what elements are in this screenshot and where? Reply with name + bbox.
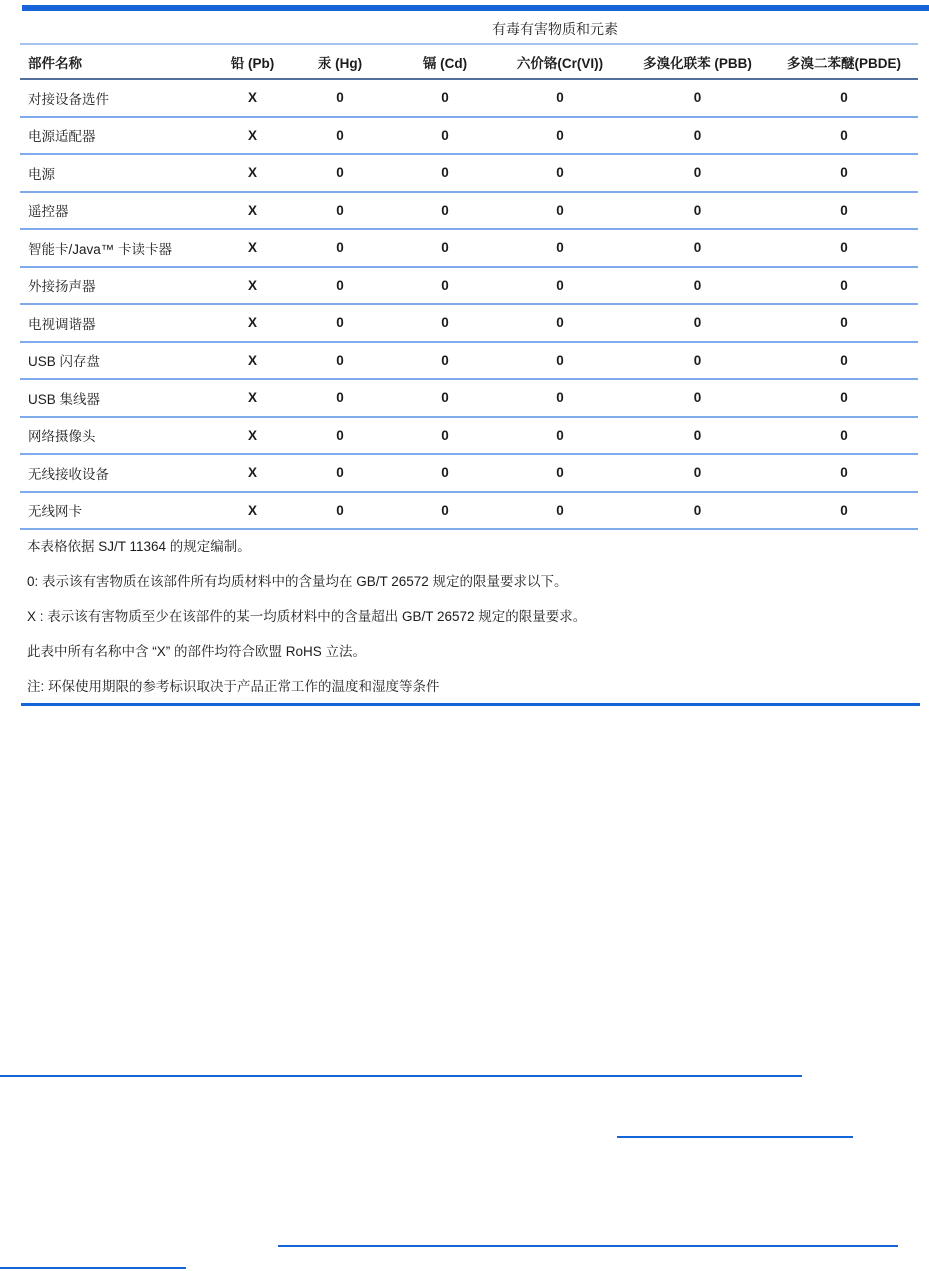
substance-value-cell: 0 (840, 240, 848, 256)
substance-value-cell: 0 (693, 502, 702, 518)
substance-value-cell: 0 (840, 352, 848, 368)
note-line: 此表中所有名称中含 “X” 的部件均符合欧盟 RoHS 立法。 (27, 644, 367, 659)
substance-value-cell: 0 (441, 127, 449, 143)
substance-value-cell: 0 (556, 90, 564, 106)
part-name-cell: USB 集线器 (28, 391, 101, 407)
substance-value-cell: 0 (336, 240, 344, 256)
substance-value-cell: X (247, 202, 257, 218)
table-row (20, 155, 918, 193)
substance-value-cell: 0 (441, 277, 449, 293)
substance-value-cell: X (247, 352, 257, 368)
part-name-cell: 电源 (28, 166, 55, 182)
column-header-pbde: 多溴二苯醚(PBDE) (787, 55, 901, 71)
table-row (20, 80, 918, 118)
substance-value-cell: 0 (693, 390, 702, 406)
substance-value-cell: 0 (441, 427, 449, 443)
table-row (20, 455, 918, 493)
substance-value-cell: 0 (336, 127, 344, 143)
table-row (20, 305, 918, 343)
substance-value-cell: 0 (840, 502, 848, 518)
substance-value-cell: 0 (336, 390, 344, 406)
table-row (20, 418, 918, 456)
footer-rule-4 (0, 1267, 186, 1269)
substance-value-cell: 0 (556, 202, 564, 218)
substance-value-cell: 0 (693, 427, 702, 443)
substance-value-cell: 0 (556, 390, 564, 406)
substance-value-cell: 0 (441, 240, 449, 256)
substances-table (20, 11, 918, 530)
section-bottom-rule (21, 703, 920, 706)
substance-value-cell: X (247, 465, 257, 481)
substance-value-cell: 0 (840, 390, 848, 406)
substance-value-cell: 0 (336, 465, 344, 481)
column-header-pbb: 多溴化联苯 (PBB) (643, 55, 752, 71)
substance-value-cell: X (247, 277, 257, 293)
substance-value-cell: 0 (336, 277, 344, 293)
substance-value-cell: X (247, 427, 257, 443)
substance-value-cell: 0 (840, 165, 848, 181)
substance-value-cell: 0 (693, 315, 702, 331)
substance-value-cell: X (247, 90, 257, 106)
note-line: 0: 表示该有害物质在该部件所有均质材料中的含量均在 GB/T 26572 规定的限量要求以下。 (27, 574, 568, 589)
footer-rule-3 (278, 1245, 898, 1247)
substance-value-cell: 0 (336, 352, 344, 368)
part-name-cell: 无线接收设备 (28, 466, 109, 482)
substance-value-cell: X (247, 240, 257, 256)
table-body (20, 80, 918, 530)
notes (27, 540, 907, 715)
substance-value-cell: 0 (441, 352, 449, 368)
substance-value-cell: 0 (840, 127, 848, 143)
substance-value-cell: 0 (693, 352, 702, 368)
part-name-cell: 遥控器 (28, 204, 69, 220)
part-name-cell: 电视调谐器 (28, 316, 96, 332)
substance-value-cell: 0 (336, 202, 344, 218)
substance-value-cell: 0 (556, 352, 564, 368)
substance-value-cell: X (247, 165, 257, 181)
substance-value-cell: 0 (336, 427, 344, 443)
column-header-row (20, 45, 918, 80)
substance-value-cell: 0 (840, 202, 848, 218)
substance-value-cell: 0 (556, 240, 564, 256)
substance-value-cell: X (247, 127, 257, 143)
substance-value-cell: 0 (693, 277, 702, 293)
substance-value-cell: 0 (556, 502, 564, 518)
table-row (20, 193, 918, 231)
substance-value-cell: 0 (693, 127, 702, 143)
substance-value-cell: 0 (441, 390, 449, 406)
table-row (20, 380, 918, 418)
column-header-lead: 铅 (Pb) (230, 55, 275, 71)
substance-value-cell: 0 (556, 165, 564, 181)
table-row (20, 230, 918, 268)
table-row (20, 118, 918, 156)
substance-value-cell: 0 (556, 127, 564, 143)
substance-value-cell: 0 (693, 90, 702, 106)
substance-value-cell: 0 (441, 165, 449, 181)
substance-value-cell: 0 (693, 240, 702, 256)
substance-value-cell: 0 (441, 315, 449, 331)
substance-value-cell: 0 (840, 277, 848, 293)
column-header-mercury: 汞 (Hg) (317, 55, 363, 71)
column-header-part-name: 部件名称 (28, 55, 82, 71)
column-header-chromium: 六价铬(Cr(VI)) (516, 55, 604, 71)
column-header-cadmium: 镉 (Cd) (422, 55, 468, 71)
part-name-cell: 外接扬声器 (28, 279, 96, 295)
part-name-cell: 网络摄像头 (28, 429, 96, 445)
note-line: X : 表示该有害物质至少在该部件的某一均质材料中的含量超出 GB/T 26572 规定的限量要求。 (27, 609, 587, 624)
table-row (20, 493, 918, 531)
substance-value-cell: 0 (441, 502, 449, 518)
substance-value-cell: 0 (336, 90, 344, 106)
substance-value-cell: 0 (840, 465, 848, 481)
substance-value-cell: 0 (556, 315, 564, 331)
part-name-cell: 电源适配器 (28, 129, 96, 145)
table-row (20, 268, 918, 306)
substance-value-cell: 0 (556, 427, 564, 443)
substance-value-cell: 0 (336, 315, 344, 331)
substance-value-cell: 0 (441, 90, 449, 106)
substance-value-cell: 0 (556, 465, 564, 481)
table-row (20, 343, 918, 381)
substance-value-cell: 0 (693, 202, 702, 218)
part-name-cell: 智能卡/Java™ 卡读卡器 (28, 241, 173, 257)
part-name-cell: 无线网卡 (28, 504, 82, 520)
substance-value-cell: X (247, 502, 257, 518)
substance-value-cell: 0 (840, 315, 848, 331)
substance-value-cell: 0 (693, 165, 702, 181)
substance-value-cell: 0 (336, 502, 344, 518)
part-name-cell: USB 闪存盘 (28, 354, 101, 370)
note-line: 本表格依据 SJ/T 11364 的规定编制。 (27, 539, 251, 554)
table-span-header: 有毒有害物质和元素 (492, 21, 618, 37)
table-span-header-row (20, 11, 918, 45)
footer-rule-2 (617, 1136, 853, 1138)
substance-value-cell: X (247, 390, 257, 406)
substance-value-cell: 0 (840, 90, 848, 106)
substance-value-cell: 0 (840, 427, 848, 443)
note-line: 注: 环保使用期限的参考标识取决于产品正常工作的温度和湿度等条件 (27, 679, 440, 694)
substance-value-cell: 0 (336, 165, 344, 181)
substance-value-cell: 0 (693, 465, 702, 481)
substance-value-cell: 0 (556, 277, 564, 293)
part-name-cell: 对接设备选件 (28, 91, 109, 107)
substance-value-cell: X (247, 315, 257, 331)
substance-value-cell: 0 (441, 202, 449, 218)
footer-rule-1 (0, 1075, 802, 1077)
substance-value-cell: 0 (441, 465, 449, 481)
